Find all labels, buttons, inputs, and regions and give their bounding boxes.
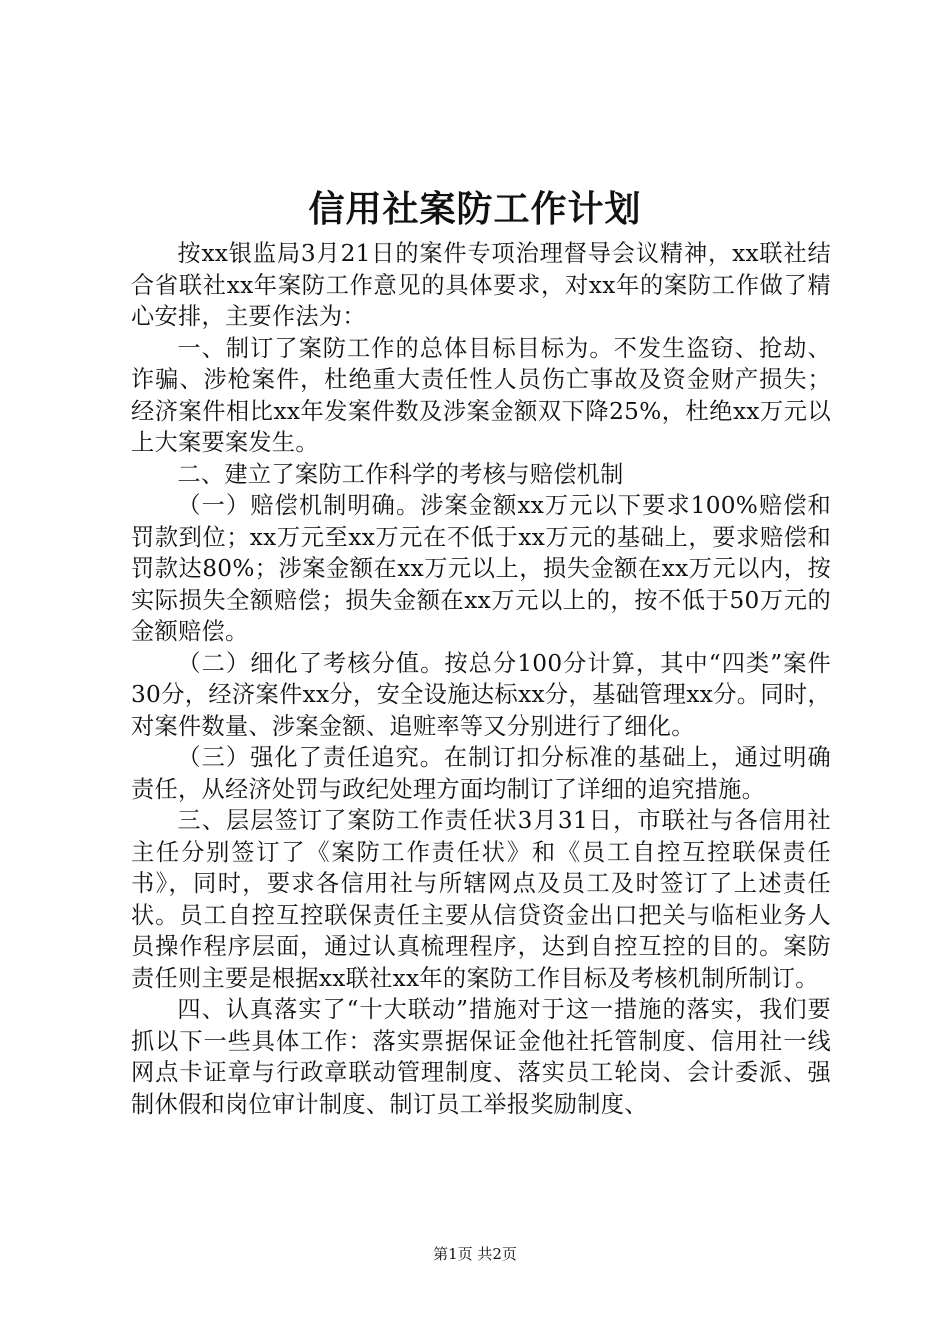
page-number-footer: 第1页 共2页 xyxy=(433,1245,517,1263)
paragraph-section-2-heading: 二、建立了案防工作科学的考核与赔偿机制 xyxy=(177,460,624,488)
paragraph-section-4: 四、认真落实了“十大联动”措施对于这一措施的落实，我们要抓以下一些具体工作：落实票据保证金他社托管制度、信用社一线网点卡证章与行政章联动管理制度、落实员工轮岗、会计委派、强制休假和岗位审计制度、制订员工举报奖励制度、 xyxy=(131,996,831,1118)
paragraph-section-2-2: （二）细化了考核分值。按总分100分计算，其中“四类”案件30分，经济案件xx分，安全设施达标xx分，基础管理xx分。同时，对案件数量、涉案金额、追赃率等又分别进行了细化。 xyxy=(131,649,831,740)
paragraph-section-3: 三、层层签订了案防工作责任状3月31日，市联社与各信用社主任分别签订了《案防工作责任状》和《员工自控互控联保责任书》，同时，要求各信用社与所辖网点及员工及时签订了上述责任状。员工自控互控联保责任主要从信贷资金出口把关与临柜业务人员操作程序层面，通过认真梳理程序，达到自控互控的目的。案防责任则主要是根据xx联社xx年的案防工作目标及考核机制所制订。 xyxy=(131,807,831,992)
paragraph-intro: 按xx银监局3月21日的案件专项治理督导会议精神，xx联社结合省联社xx年案防工作意见的具体要求，对xx年的案防工作做了精心安排，主要作法为： xyxy=(131,240,831,330)
paragraph-section-2-3: （三）强化了责任追究。在制订扣分标准的基础上，通过明确责任，从经济处罚与政纪处理方面均制订了详细的追究措施。 xyxy=(131,744,831,803)
paragraph-section-2-1: （一）赔偿机制明确。涉案金额xx万元以下要求100%赔偿和罚款到位；xx万元至xx万元在不低于xx万元的基础上，要求赔偿和罚款达80%；涉案金额在xx万元以上，损失金额在xx万元以内，按实际损失全额赔偿；损失金额在xx万元以上的，按不低于50万元的金额赔偿。 xyxy=(131,492,831,645)
document-title: 信用社案防工作计划 xyxy=(308,188,642,230)
paragraph-section-1: 一、制订了案防工作的总体目标目标为。不发生盗窃、抢劫、诈骗、涉枪案件，杜绝重大责任性人员伤亡事故及资金财产损失；经济案件相比xx年发案件数及涉案金额双下降25%，杜绝xx万元以上大案要案发生。 xyxy=(131,334,831,456)
document-body xyxy=(131,238,831,1120)
